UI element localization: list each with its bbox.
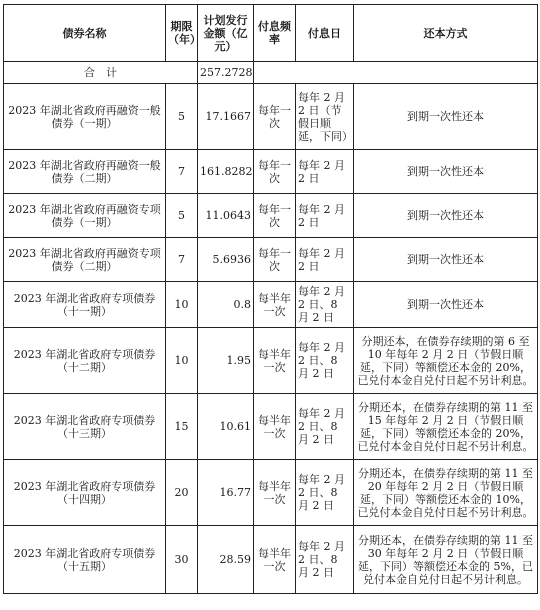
bond-amount: 16.77 — [198, 460, 254, 526]
bond-table — [3, 4, 538, 594]
table-row — [4, 150, 538, 194]
bond-term: 10 — [166, 282, 198, 328]
bond-repay: 到期一次性还本 — [354, 238, 538, 282]
bond-name: 2023 年湖北省政府专项债券（十四期） — [4, 460, 166, 526]
table-row — [4, 194, 538, 238]
bond-date: 每年 2 月 2 日 — [296, 150, 354, 194]
total-amount: 257.2728 — [198, 62, 254, 84]
bond-amount: 11.0643 — [198, 194, 254, 238]
header-amount: 计划发行金额（亿元） — [198, 5, 254, 62]
bond-freq: 每半年一次 — [254, 460, 296, 526]
bond-term: 10 — [166, 328, 198, 394]
header-repay: 还本方式 — [354, 5, 538, 62]
bond-amount: 5.6936 — [198, 238, 254, 282]
table-row — [4, 526, 538, 594]
bond-freq: 每年一次 — [254, 238, 296, 282]
bond-date: 每年 2 月 2 日、8 月 2 日 — [296, 526, 354, 594]
bond-freq: 每年一次 — [254, 194, 296, 238]
bond-name: 2023 年湖北省政府专项债券（十一期） — [4, 282, 166, 328]
bond-name: 2023 年湖北省政府再融资专项债券（二期） — [4, 238, 166, 282]
bond-term: 30 — [166, 526, 198, 594]
bond-freq: 每半年一次 — [254, 328, 296, 394]
bond-name: 2023 年湖北省政府专项债券（十二期） — [4, 328, 166, 394]
bond-date: 每年 2 月 2 日 — [296, 194, 354, 238]
bond-repay: 到期一次性还本 — [354, 282, 538, 328]
bond-date: 每年 2 月 2 日、8 月 2 日 — [296, 460, 354, 526]
bond-freq: 每年一次 — [254, 84, 296, 150]
bond-amount: 1.95 — [198, 328, 254, 394]
bond-repay: 分期还本，在债券存续期的第 11 至 15 年每年 2 月 2 日（节假日顺延，下同）等额偿还本金的 20%，已兑付本金自兑付日起不另计利息。 — [354, 394, 538, 460]
header-name: 债券名称 — [4, 5, 166, 62]
bond-name: 2023 年湖北省政府再融资专项债券（一期） — [4, 194, 166, 238]
bond-term: 7 — [166, 238, 198, 282]
bond-term: 5 — [166, 84, 198, 150]
table-row — [4, 460, 538, 526]
table-row — [4, 328, 538, 394]
bond-term: 7 — [166, 150, 198, 194]
bond-amount: 28.59 — [198, 526, 254, 594]
bond-term: 5 — [166, 194, 198, 238]
bond-term: 20 — [166, 460, 198, 526]
bond-freq: 每半年一次 — [254, 526, 296, 594]
total-row — [4, 62, 538, 84]
bond-date: 每年 2 月 2 日 — [296, 238, 354, 282]
header-freq: 付息频率 — [254, 5, 296, 62]
bond-amount: 10.61 — [198, 394, 254, 460]
bond-term: 15 — [166, 394, 198, 460]
total-label: 合 计 — [4, 62, 198, 84]
bond-date: 每年 2 月 2 日、8 月 2 日 — [296, 394, 354, 460]
table-header-row — [4, 5, 538, 62]
bond-date: 每年 2 月 2 日、8 月 2 日 — [296, 328, 354, 394]
total-empty — [254, 62, 538, 84]
table-row — [4, 84, 538, 150]
bond-repay: 分期还本，在债券存续期的第 6 至 10 年每年 2 月 2 日（节假日顺延，下同）等额偿还本金的 20%，已兑付本金自兑付日起不另计利息。 — [354, 328, 538, 394]
bond-name: 2023 年湖北省政府专项债券（十五期） — [4, 526, 166, 594]
bond-name: 2023 年湖北省政府再融资一般债券（二期） — [4, 150, 166, 194]
table-row — [4, 394, 538, 460]
bond-date: 每年 2 月 2 日、8 月 2 日 — [296, 282, 354, 328]
bond-date: 每年 2 月 2 日（节假日顺延，下同） — [296, 84, 354, 150]
bond-freq: 每年一次 — [254, 150, 296, 194]
bond-amount: 0.8 — [198, 282, 254, 328]
bond-repay: 分期还本，在债券存续期的第 11 至 30 年每年 2 月 2 日（节假日顺延，下同）等额偿还本金的 5%，已兑付本金自兑付日起不另计利息。 — [354, 526, 538, 594]
bond-repay: 到期一次性还本 — [354, 84, 538, 150]
bond-amount: 161.8282 — [198, 150, 254, 194]
header-date: 付息日 — [296, 5, 354, 62]
bond-repay: 到期一次性还本 — [354, 150, 538, 194]
table-row — [4, 238, 538, 282]
bond-repay: 到期一次性还本 — [354, 194, 538, 238]
header-term: 期限（年） — [166, 5, 198, 62]
bond-freq: 每半年一次 — [254, 394, 296, 460]
bond-amount: 17.1667 — [198, 84, 254, 150]
table-row — [4, 282, 538, 328]
bond-name: 2023 年湖北省政府专项债券（十三期） — [4, 394, 166, 460]
bond-freq: 每半年一次 — [254, 282, 296, 328]
bond-name: 2023 年湖北省政府再融资一般债券（一期） — [4, 84, 166, 150]
bond-repay: 分期还本，在债券存续期的第 11 至 20 年每年 2 月 2 日（节假日顺延，下同）等额偿还本金的 10%，已兑付本金自兑付日起不另计利息。 — [354, 460, 538, 526]
